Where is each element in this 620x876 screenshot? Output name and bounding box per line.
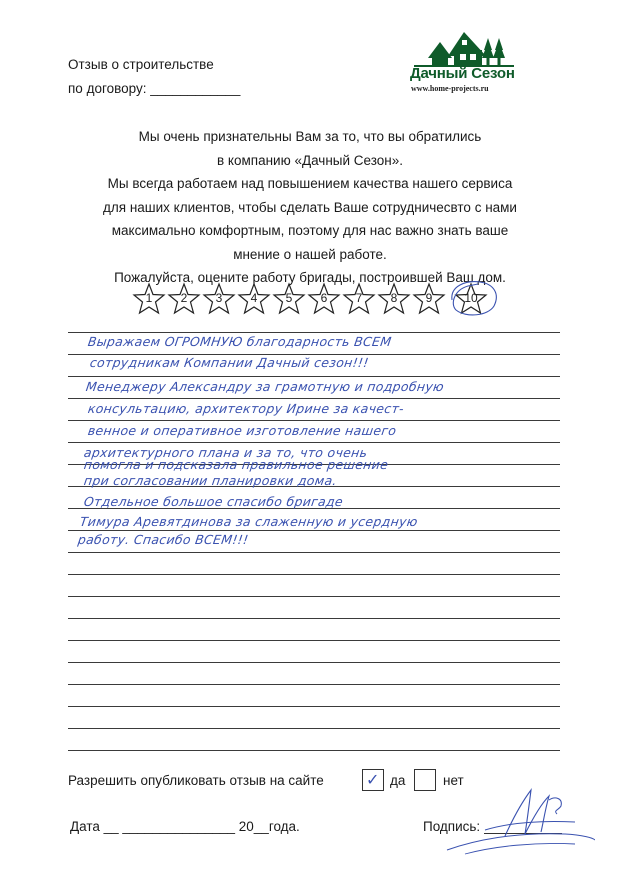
ruled-line [68,574,560,575]
ruled-line [68,442,560,443]
publish-no-label: нет [443,773,464,788]
intro-paragraph [60,125,560,290]
star-number: 8 [390,291,398,305]
logo-url: www.home-projects.ru [411,84,489,93]
intro-line: мнение о нашей работе. [233,246,387,262]
star-number: 4 [250,291,258,305]
intro-line: максимально комфортным, поэтому для нас важно знать ваше [111,223,509,238]
rating-stars [132,282,502,322]
ruled-line [68,618,560,619]
ruled-line [68,706,560,707]
star-number: 3 [215,291,223,305]
house-logo-icon [408,28,520,68]
ruled-line [68,684,560,685]
star-number: 10 [464,291,478,305]
review-line: Выражаем ОГРОМНУЮ благодарность ВСЕМ [86,334,393,349]
form-title: Отзыв о строительстве [68,57,214,72]
review-line: при согласовании планировки дома. [82,473,338,488]
rating-star-4[interactable] [237,282,271,316]
star-number: 2 [180,291,188,305]
ruled-line [68,640,560,641]
ruled-line [68,376,560,377]
review-line: венное и оперативное изготовление нашего [86,423,398,438]
date-field: Дата __ _______________ 20__года. [70,819,300,834]
check-mark-icon: ✓ [366,772,380,789]
rating-star-6[interactable] [307,282,341,316]
rating-star-7[interactable] [342,282,376,316]
ruled-line [68,332,560,333]
company-logo [408,28,520,98]
ruled-line [68,728,560,729]
rating-star-2[interactable] [167,282,201,316]
intro-line: для наших клиентов, чтобы сделать Ваше сотрудничесвто с нами [103,199,517,215]
logo-text: Дачный Сезон [410,65,515,82]
publish-permission-question: Разрешить опубликовать отзыв на сайте [68,773,324,788]
signature-label: Подпись: [423,819,481,834]
intro-line: Мы очень признательны Вам за то, что вы обратились [138,129,482,144]
rating-star-3[interactable] [202,282,236,316]
ruled-line [68,662,560,663]
rating-star-1[interactable] [132,282,166,316]
review-line: работу. Спасибо ВСЕМ!!! [76,532,250,547]
rating-star-9[interactable] [412,282,446,316]
publish-yes-checkbox[interactable] [362,769,384,791]
ruled-line [68,596,560,597]
intro-line: в компанию «Дачный Сезон». [216,152,404,168]
ruled-line [68,750,560,751]
rating-star-8[interactable] [377,282,411,316]
star-number: 7 [355,291,363,305]
publish-yes-label: да [390,773,406,788]
ruled-line [68,398,560,399]
star-number: 6 [320,291,328,305]
review-line: Менеджеру Александру за грамотную и подробную [84,379,446,394]
intro-line: Пожалуйста, оцените работу бригады, построившей Ваш дом. [114,270,506,285]
star-number: 5 [285,291,293,305]
review-line: консультацию, архитектору Ирине за качест- [86,401,406,416]
star-number: 1 [145,291,153,305]
ruled-line [68,552,560,553]
intro-line: Мы всегда работаем над повышением качества нашего сервиса [107,176,513,191]
star-number: 9 [425,291,433,305]
review-line: Тимура Аревятдинова за слаженную и усердную [78,514,419,529]
ruled-line [68,420,560,421]
review-line: архитектурного плана и за то, что очень [82,445,369,460]
selected-rating-circle-icon [444,276,504,320]
contract-number-label: по договору: ____________ [68,81,241,96]
publish-no-checkbox[interactable] [414,769,436,791]
review-line: помогла и подсказала правильное решение [82,457,390,472]
ruled-line [68,530,560,531]
review-line: Отдельное большое спасибо бригаде [82,494,345,509]
handwritten-signature [445,784,595,864]
rating-star-5[interactable] [272,282,306,316]
review-line: сотрудникам Компании Дачный сезон!!! [88,355,370,370]
